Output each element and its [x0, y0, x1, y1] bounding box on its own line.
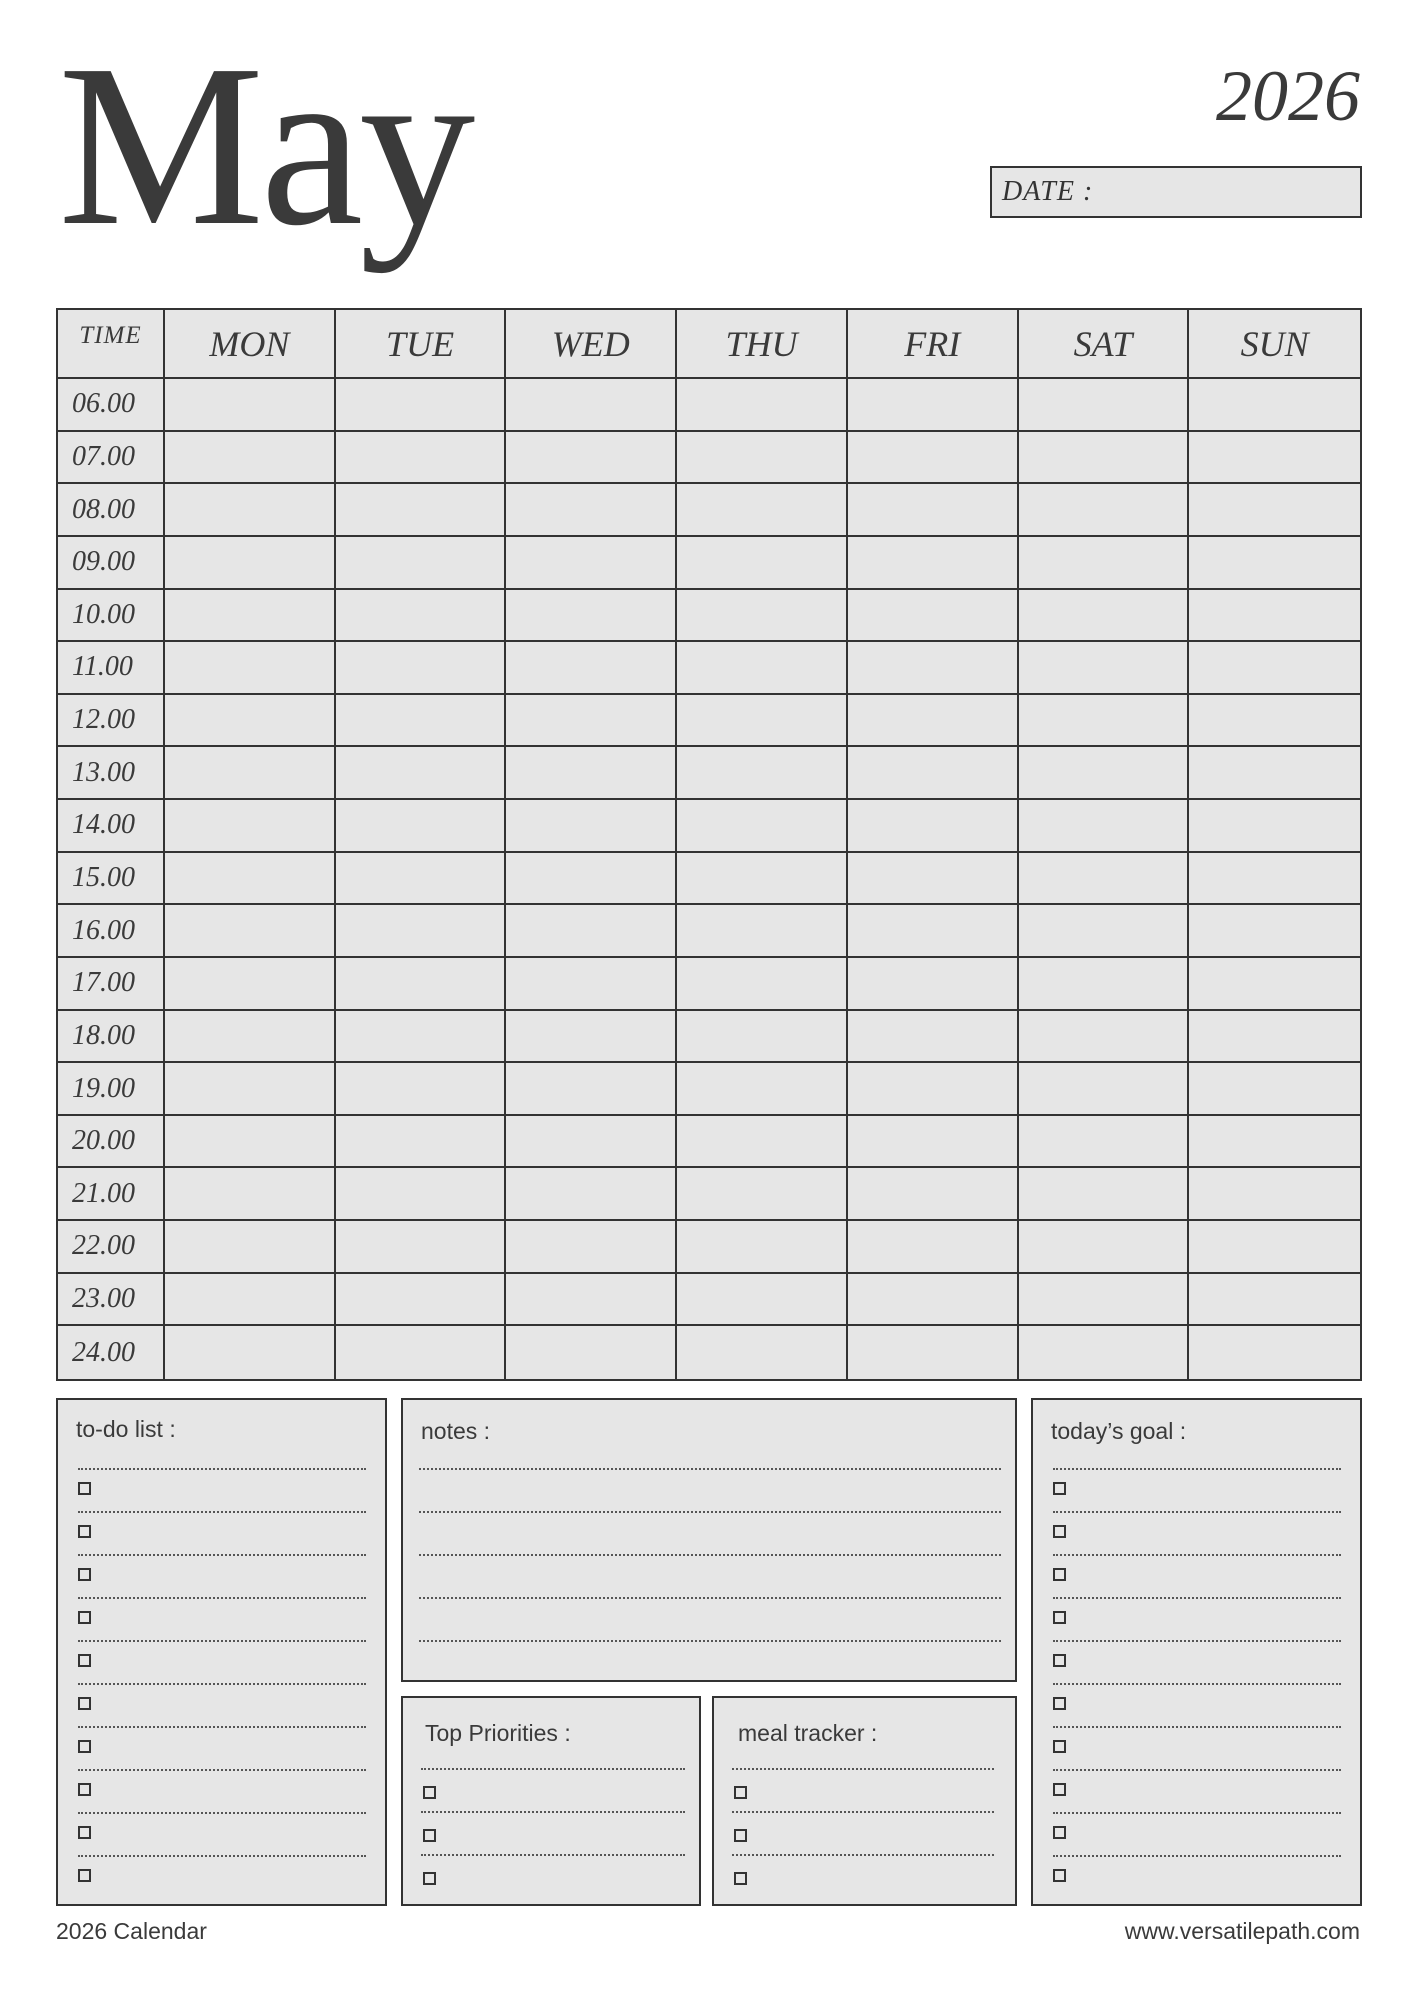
schedule-slot[interactable] — [336, 590, 507, 643]
footer-website-link[interactable]: www.versatilepath.com — [1124, 1918, 1360, 1944]
checkbox[interactable] — [1053, 1826, 1066, 1839]
checkbox[interactable] — [78, 1826, 91, 1839]
writing-line[interactable] — [78, 1683, 366, 1685]
writing-line[interactable] — [78, 1597, 366, 1599]
schedule-slot[interactable] — [677, 1063, 848, 1116]
time-label: 22.00 — [58, 1221, 165, 1274]
time-label: 20.00 — [58, 1116, 165, 1169]
schedule-slot[interactable] — [336, 642, 507, 695]
checkbox[interactable] — [78, 1869, 91, 1882]
time-label: 12.00 — [58, 695, 165, 748]
writing-line[interactable] — [732, 1811, 994, 1813]
checkbox[interactable] — [78, 1740, 91, 1753]
schedule-slot[interactable] — [165, 1274, 336, 1327]
schedule-slot[interactable] — [848, 958, 1019, 1011]
todo-list-panel — [56, 1398, 387, 1906]
schedule-slot[interactable] — [1189, 1168, 1360, 1221]
schedule-slot[interactable] — [1019, 642, 1190, 695]
schedule-slot[interactable] — [506, 379, 677, 432]
schedule-slot[interactable] — [1189, 800, 1360, 853]
day-header-wed: WED — [506, 310, 677, 379]
checkbox[interactable] — [1053, 1482, 1066, 1495]
schedule-slot[interactable] — [677, 800, 848, 853]
schedule-slot[interactable] — [1019, 379, 1190, 432]
schedule-slot[interactable] — [677, 590, 848, 643]
time-label: 09.00 — [58, 537, 165, 590]
schedule-slot[interactable] — [165, 484, 336, 537]
schedule-slot[interactable] — [1019, 1011, 1190, 1064]
notes-panel — [401, 1398, 1017, 1682]
schedule-slot[interactable] — [1019, 853, 1190, 906]
schedule-slot[interactable] — [165, 1168, 336, 1221]
schedule-slot[interactable] — [506, 590, 677, 643]
schedule-slot[interactable] — [1189, 853, 1360, 906]
todays-goal-panel — [1031, 1398, 1362, 1906]
schedule-slot[interactable] — [336, 1116, 507, 1169]
schedule-slot[interactable] — [336, 1011, 507, 1064]
schedule-slot[interactable] — [1019, 800, 1190, 853]
schedule-slot[interactable] — [1189, 590, 1360, 643]
schedule-slot[interactable] — [165, 1011, 336, 1064]
schedule-slot[interactable] — [848, 695, 1019, 748]
schedule-slot[interactable] — [506, 1326, 677, 1379]
day-header-sat: SAT — [1019, 310, 1190, 379]
writing-line[interactable] — [78, 1769, 366, 1771]
writing-line[interactable] — [1053, 1855, 1341, 1857]
todo-list-title: to-do list : — [76, 1416, 176, 1442]
schedule-slot[interactable] — [1019, 958, 1190, 1011]
writing-line[interactable] — [419, 1597, 1001, 1599]
todays-goal-title: today’s goal : — [1051, 1418, 1187, 1444]
checkbox[interactable] — [734, 1829, 747, 1842]
schedule-slot[interactable] — [506, 853, 677, 906]
writing-line[interactable] — [78, 1640, 366, 1642]
schedule-slot[interactable] — [506, 432, 677, 485]
time-label: 06.00 — [58, 379, 165, 432]
schedule-slot[interactable] — [336, 432, 507, 485]
writing-line[interactable] — [419, 1511, 1001, 1513]
schedule-slot[interactable] — [165, 905, 336, 958]
schedule-slot[interactable] — [677, 1326, 848, 1379]
schedule-slot[interactable] — [848, 1011, 1019, 1064]
writing-line[interactable] — [78, 1812, 366, 1814]
schedule-slot[interactable] — [336, 1221, 507, 1274]
writing-line[interactable] — [421, 1854, 685, 1856]
writing-line[interactable] — [419, 1468, 1001, 1470]
schedule-slot[interactable] — [1019, 1116, 1190, 1169]
checkbox[interactable] — [1053, 1525, 1066, 1538]
schedule-slot[interactable] — [165, 1326, 336, 1379]
schedule-slot[interactable] — [848, 432, 1019, 485]
schedule-slot[interactable] — [677, 905, 848, 958]
time-label: 14.00 — [58, 800, 165, 853]
schedule-slot[interactable] — [677, 1011, 848, 1064]
schedule-slot[interactable] — [1189, 695, 1360, 748]
schedule-slot[interactable] — [677, 432, 848, 485]
day-header-sun: SUN — [1189, 310, 1360, 379]
date-label: DATE : — [1002, 176, 1094, 207]
schedule-slot[interactable] — [336, 1063, 507, 1116]
schedule-slot[interactable] — [165, 800, 336, 853]
schedule-slot[interactable] — [506, 1274, 677, 1327]
checkbox[interactable] — [423, 1829, 436, 1842]
schedule-slot[interactable] — [336, 747, 507, 800]
checkbox[interactable] — [1053, 1740, 1066, 1753]
time-label: 24.00 — [58, 1326, 165, 1379]
schedule-slot[interactable] — [1189, 747, 1360, 800]
schedule-slot[interactable] — [677, 1168, 848, 1221]
schedule-slot[interactable] — [1189, 1011, 1360, 1064]
schedule-slot[interactable] — [336, 1168, 507, 1221]
checkbox[interactable] — [734, 1786, 747, 1799]
schedule-slot[interactable] — [165, 1116, 336, 1169]
checkbox[interactable] — [423, 1786, 436, 1799]
writing-line[interactable] — [1053, 1769, 1341, 1771]
schedule-slot[interactable] — [848, 800, 1019, 853]
schedule-slot[interactable] — [848, 1063, 1019, 1116]
schedule-slot[interactable] — [1019, 1063, 1190, 1116]
schedule-slot[interactable] — [677, 484, 848, 537]
time-label: 10.00 — [58, 590, 165, 643]
writing-line[interactable] — [1053, 1597, 1341, 1599]
schedule-slot[interactable] — [1189, 905, 1360, 958]
schedule-slot[interactable] — [506, 747, 677, 800]
checkbox[interactable] — [1053, 1568, 1066, 1581]
schedule-slot[interactable] — [165, 1063, 336, 1116]
schedule-slot[interactable] — [848, 1168, 1019, 1221]
schedule-slot[interactable] — [848, 484, 1019, 537]
day-header-tue: TUE — [336, 310, 507, 379]
schedule-slot[interactable] — [1019, 1168, 1190, 1221]
schedule-slot[interactable] — [506, 958, 677, 1011]
schedule-slot[interactable] — [506, 905, 677, 958]
checkbox[interactable] — [1053, 1611, 1066, 1624]
schedule-slot[interactable] — [506, 1063, 677, 1116]
schedule-slot[interactable] — [165, 642, 336, 695]
schedule-slot[interactable] — [677, 1116, 848, 1169]
schedule-slot[interactable] — [848, 905, 1019, 958]
checkbox[interactable] — [1053, 1869, 1066, 1882]
time-label: 11.00 — [58, 642, 165, 695]
schedule-slot[interactable] — [165, 958, 336, 1011]
schedule-slot[interactable] — [677, 695, 848, 748]
schedule-slot[interactable] — [1019, 695, 1190, 748]
writing-line[interactable] — [1053, 1726, 1341, 1728]
schedule-slot[interactable] — [336, 484, 507, 537]
writing-line[interactable] — [732, 1854, 994, 1856]
schedule-slot[interactable] — [1189, 1274, 1360, 1327]
schedule-slot[interactable] — [1189, 642, 1360, 695]
schedule-slot[interactable] — [1189, 432, 1360, 485]
schedule-slot[interactable] — [336, 695, 507, 748]
checkbox[interactable] — [1053, 1783, 1066, 1796]
schedule-slot[interactable] — [1019, 1274, 1190, 1327]
schedule-slot[interactable] — [1189, 1221, 1360, 1274]
schedule-slot[interactable] — [677, 1221, 848, 1274]
schedule-slot[interactable] — [506, 800, 677, 853]
schedule-slot[interactable] — [165, 695, 336, 748]
checkbox[interactable] — [78, 1783, 91, 1796]
schedule-slot[interactable] — [165, 590, 336, 643]
schedule-slot[interactable] — [336, 853, 507, 906]
checkbox[interactable] — [78, 1697, 91, 1710]
writing-line[interactable] — [1053, 1511, 1341, 1513]
writing-line[interactable] — [78, 1554, 366, 1556]
top-priorities-panel — [401, 1696, 701, 1906]
schedule-slot[interactable] — [336, 537, 507, 590]
time-label: 23.00 — [58, 1274, 165, 1327]
schedule-slot[interactable] — [1189, 1326, 1360, 1379]
checkbox[interactable] — [78, 1482, 91, 1495]
schedule-slot[interactable] — [1019, 590, 1190, 643]
schedule-slot[interactable] — [677, 379, 848, 432]
day-header-fri: FRI — [848, 310, 1019, 379]
schedule-slot[interactable] — [848, 590, 1019, 643]
schedule-slot[interactable] — [1019, 484, 1190, 537]
schedule-slot[interactable] — [848, 537, 1019, 590]
schedule-slot[interactable] — [1189, 958, 1360, 1011]
time-label: 18.00 — [58, 1011, 165, 1064]
schedule-slot[interactable] — [506, 484, 677, 537]
checkbox[interactable] — [78, 1568, 91, 1581]
schedule-slot[interactable] — [506, 695, 677, 748]
schedule-slot[interactable] — [336, 958, 507, 1011]
schedule-slot[interactable] — [1019, 537, 1190, 590]
footer-calendar-label: 2026 Calendar — [56, 1918, 207, 1944]
writing-line[interactable] — [421, 1768, 685, 1770]
schedule-slot[interactable] — [1019, 1326, 1190, 1379]
schedule-slot[interactable] — [677, 958, 848, 1011]
schedule-slot[interactable] — [848, 1221, 1019, 1274]
schedule-slot[interactable] — [165, 747, 336, 800]
writing-line[interactable] — [419, 1554, 1001, 1556]
schedule-slot[interactable] — [336, 1326, 507, 1379]
schedule-slot[interactable] — [165, 1221, 336, 1274]
checkbox[interactable] — [734, 1872, 747, 1885]
time-column-header: TIME — [58, 310, 165, 379]
schedule-slot[interactable] — [336, 800, 507, 853]
writing-line[interactable] — [421, 1811, 685, 1813]
schedule-slot[interactable] — [1019, 1221, 1190, 1274]
weekly-schedule-grid — [56, 308, 1362, 1381]
day-header-mon: MON — [165, 310, 336, 379]
time-label: 17.00 — [58, 958, 165, 1011]
time-label: 13.00 — [58, 747, 165, 800]
writing-line[interactable] — [1053, 1683, 1341, 1685]
schedule-slot[interactable] — [848, 1116, 1019, 1169]
schedule-slot[interactable] — [506, 1168, 677, 1221]
notes-title: notes : — [421, 1418, 491, 1444]
year-title: 2026 — [1216, 56, 1360, 136]
schedule-slot[interactable] — [848, 1274, 1019, 1327]
time-label: 08.00 — [58, 484, 165, 537]
schedule-slot[interactable] — [1189, 1116, 1360, 1169]
writing-line[interactable] — [1053, 1812, 1341, 1814]
time-label: 19.00 — [58, 1063, 165, 1116]
meal-tracker-title: meal tracker : — [738, 1720, 878, 1746]
schedule-slot[interactable] — [677, 853, 848, 906]
checkbox[interactable] — [78, 1525, 91, 1538]
schedule-slot[interactable] — [165, 853, 336, 906]
checkbox[interactable] — [1053, 1697, 1066, 1710]
schedule-slot[interactable] — [165, 432, 336, 485]
schedule-slot[interactable] — [677, 747, 848, 800]
writing-line[interactable] — [78, 1511, 366, 1513]
schedule-slot[interactable] — [506, 1116, 677, 1169]
writing-line[interactable] — [1053, 1640, 1341, 1642]
schedule-slot[interactable] — [1189, 484, 1360, 537]
writing-line[interactable] — [78, 1855, 366, 1857]
writing-line[interactable] — [419, 1640, 1001, 1642]
schedule-slot[interactable] — [1189, 379, 1360, 432]
checkbox[interactable] — [423, 1872, 436, 1885]
schedule-slot[interactable] — [848, 379, 1019, 432]
schedule-slot[interactable] — [677, 1274, 848, 1327]
time-label: 15.00 — [58, 853, 165, 906]
time-label: 16.00 — [58, 905, 165, 958]
checkbox[interactable] — [1053, 1654, 1066, 1667]
writing-line[interactable] — [1053, 1554, 1341, 1556]
schedule-slot[interactable] — [1189, 1063, 1360, 1116]
schedule-slot[interactable] — [1019, 747, 1190, 800]
writing-line[interactable] — [1053, 1468, 1341, 1470]
checkbox[interactable] — [78, 1654, 91, 1667]
schedule-slot[interactable] — [848, 1326, 1019, 1379]
schedule-slot[interactable] — [165, 379, 336, 432]
schedule-slot[interactable] — [336, 1274, 507, 1327]
schedule-slot[interactable] — [506, 537, 677, 590]
schedule-slot[interactable] — [677, 642, 848, 695]
time-label: 07.00 — [58, 432, 165, 485]
day-header-thu: THU — [677, 310, 848, 379]
schedule-slot[interactable] — [506, 642, 677, 695]
schedule-slot[interactable] — [1019, 432, 1190, 485]
writing-line[interactable] — [78, 1468, 366, 1470]
schedule-slot[interactable] — [1019, 905, 1190, 958]
month-title: May — [58, 17, 472, 274]
schedule-slot[interactable] — [1189, 537, 1360, 590]
schedule-slot[interactable] — [848, 642, 1019, 695]
writing-line[interactable] — [78, 1726, 366, 1728]
schedule-slot[interactable] — [336, 379, 507, 432]
meal-tracker-panel — [712, 1696, 1017, 1906]
schedule-slot[interactable] — [165, 537, 336, 590]
schedule-slot[interactable] — [336, 905, 507, 958]
schedule-slot[interactable] — [677, 537, 848, 590]
schedule-slot[interactable] — [848, 853, 1019, 906]
top-priorities-title: Top Priorities : — [425, 1720, 571, 1746]
time-label: 21.00 — [58, 1168, 165, 1221]
checkbox[interactable] — [78, 1611, 91, 1624]
schedule-slot[interactable] — [506, 1221, 677, 1274]
schedule-slot[interactable] — [506, 1011, 677, 1064]
date-field[interactable] — [990, 166, 1362, 218]
schedule-slot[interactable] — [848, 747, 1019, 800]
writing-line[interactable] — [732, 1768, 994, 1770]
